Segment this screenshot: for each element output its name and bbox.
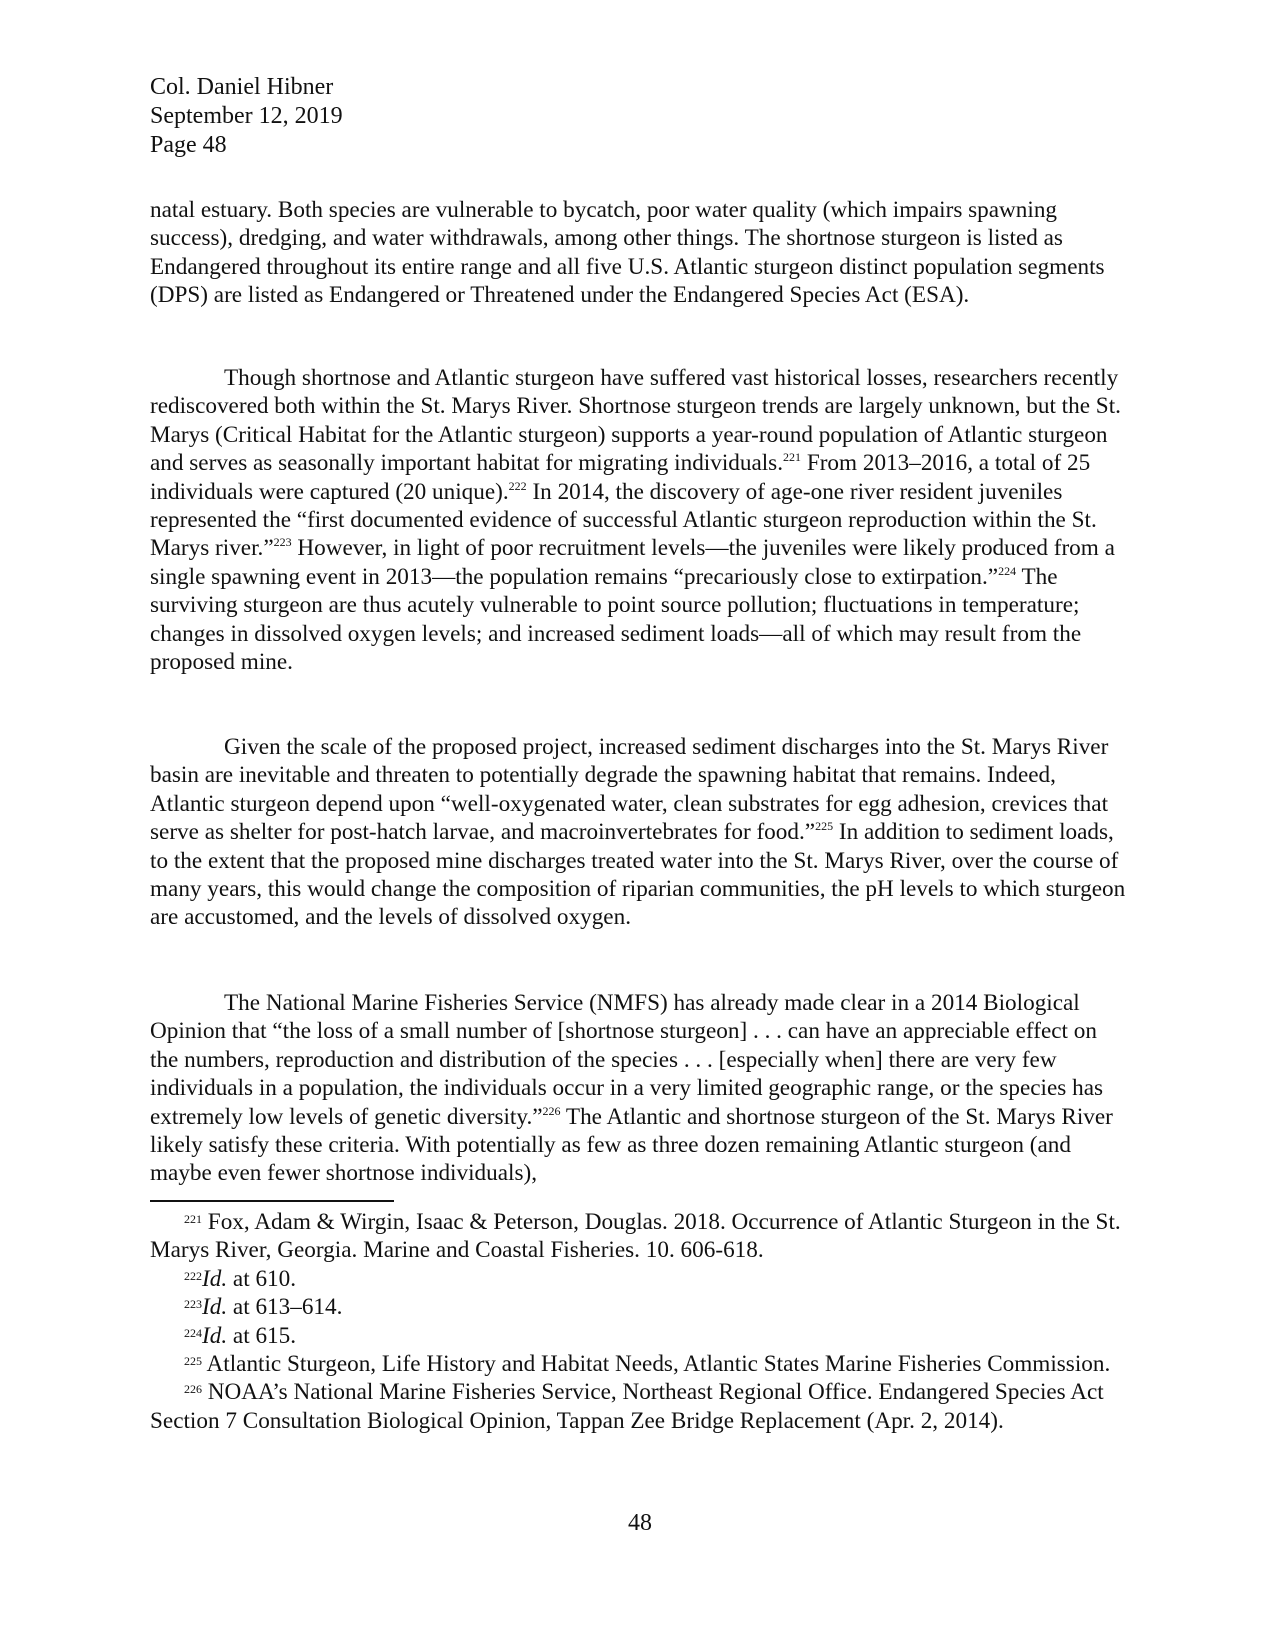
footnote-text: at 615. xyxy=(227,1322,297,1349)
paragraph-2-text-c: In 2014, the discovery of age-one river resident juveniles represented the “first documented evidence of successful Atlantic sturgeon reproduction within the St. Marys river.” xyxy=(150,478,1097,562)
footnote xyxy=(150,1208,1130,1265)
paragraph-3-text-a: Given the scale of the proposed project, increased sediment discharges into the St. Marys River basin are inevitable and threaten to potentially degrade the spawning habitat that remains. Indeed, Atlantic sturgeon depend upon “well-oxygenated water, clean substrates for egg adhesion, crevices that serve as shelter for post-hatch larvae, and macroinvertebrates for food.” xyxy=(150,734,1109,846)
footnote-ref-225[interactable]: 225 xyxy=(815,819,834,834)
footnote-ref-224[interactable]: 224 xyxy=(998,563,1017,578)
footnote-ref-221[interactable]: 221 xyxy=(783,450,802,465)
recipient-name: Col. Daniel Hibner xyxy=(150,74,334,100)
paragraph-1 xyxy=(150,196,1130,310)
footnote-ref-222[interactable]: 222 xyxy=(508,478,527,493)
header-page-label: Page 48 xyxy=(150,132,227,158)
paragraph-4-text-b: The Atlantic and shortnose sturgeon of the St. Marys River likely satisfy these criteria. With potentially as few as three dozen remaining Atlantic sturgeon (and maybe even fewer shortnose individuals), xyxy=(150,1103,1113,1187)
footnote-number: 223 xyxy=(184,1297,202,1312)
footnote-text: NOAA’s National Marine Fisheries Service, Northeast Regional Office. Endangered Species Act Section 7 Consultation Biological Opinion, Tappan Zee Bridge Replacement (Apr. 2, 2014). xyxy=(150,1379,1104,1434)
footnote-text: Fox, Adam & Wirgin, Isaac & Peterson, Douglas. 2018. Occurrence of Atlantic Sturgeon in the St. Marys River, Georgia. Marine and Coastal Fisheries. 10. 606-618. xyxy=(150,1209,1121,1264)
footnote-italic: Id. xyxy=(202,1294,228,1321)
paragraph-1-text: natal estuary. Both species are vulnerable to bycatch, poor water quality (which impairs spawning success), dredging, and water withdrawals, among other things. The shortnose sturgeon is listed as Endangered throughout its entire range and all five U.S. Atlantic sturgeon distinct population segments (DPS) are listed as Endangered or Threatened under the Endangered Species Act (ESA). xyxy=(150,197,1105,309)
footnote-number: 226 xyxy=(184,1382,202,1397)
footnote-text: at 610. xyxy=(227,1265,297,1292)
footnote xyxy=(150,1265,1130,1293)
footnote-separator xyxy=(150,1200,394,1202)
footnote xyxy=(150,1293,1130,1321)
paragraph-2-text-e: The surviving sturgeon are thus acutely vulnerable to point source pollution; fluctuations in temperature; changes in dissolved oxygen levels; and increased sediment loads—all of which may result from the proposed mine. xyxy=(150,563,1082,676)
footnotes-section xyxy=(150,1208,1130,1435)
footnote-ref-223[interactable]: 223 xyxy=(273,535,292,550)
footnote-text: at 613–614. xyxy=(227,1294,343,1321)
letter-header xyxy=(150,73,343,160)
footnote-ref-226[interactable]: 226 xyxy=(542,1103,561,1118)
paragraph-2 xyxy=(150,364,1130,676)
paragraph-3-text-b: In addition to sediment loads, to the extent that the proposed mine discharges treated water into the St. Marys River, over the course of many years, this would change the composition of riparian communities, the pH levels to which sturgeon are accustomed, and the levels of dissolved oxygen. xyxy=(150,819,1126,931)
footnote-number: 224 xyxy=(184,1325,202,1340)
paragraph-3 xyxy=(150,733,1130,932)
paragraph-4-text-a: The National Marine Fisheries Service (NMFS) has already made clear in a 2014 Biological Opinion that “the loss of a small number of [shortnose sturgeon] . . . can have an appreciable effect on the numbers, reproduction and distribution of the species . . . [especially when] there are very few individuals in a population, the individuals occur in a very limited geographic range, or the species has extremely low levels of genetic diversity.” xyxy=(150,990,1104,1130)
paragraph-4 xyxy=(150,989,1130,1188)
footnote-number: 222 xyxy=(184,1268,202,1283)
paragraph-2-text-d: However, in light of poor recruitment levels—the juveniles were likely produced from a single spawning event in 2013—the population remains “precariously close to extirpation.” xyxy=(150,535,1115,590)
footnote-number: 221 xyxy=(184,1212,202,1226)
footnote-number: 225 xyxy=(184,1354,202,1369)
footnote-italic: Id. xyxy=(202,1265,228,1292)
footnote-text: Atlantic Sturgeon, Life History and Habitat Needs, Atlantic States Marine Fisheries Commission. xyxy=(202,1351,1111,1378)
footnote-italic: Id. xyxy=(202,1322,228,1349)
footnote xyxy=(150,1378,1130,1435)
footnote xyxy=(150,1350,1130,1378)
letter-date: September 12, 2019 xyxy=(150,103,343,129)
footnote xyxy=(150,1322,1130,1350)
paragraph-2-text-b: From 2013–2016, a total of 25 individuals were captured (20 unique). xyxy=(150,450,1091,505)
paragraph-2-text-a: Though shortnose and Atlantic sturgeon have suffered vast historical losses, researchers recently rediscovered both within the St. Marys River. Shortnose sturgeon trends are largely unknown, but the St. Marys (Critical Habitat for the Atlantic sturgeon) supports a year-round population of Atlantic sturgeon and serves as seasonally important habitat for migrating individuals. xyxy=(150,365,1121,477)
page-number: 48 xyxy=(628,1510,652,1536)
